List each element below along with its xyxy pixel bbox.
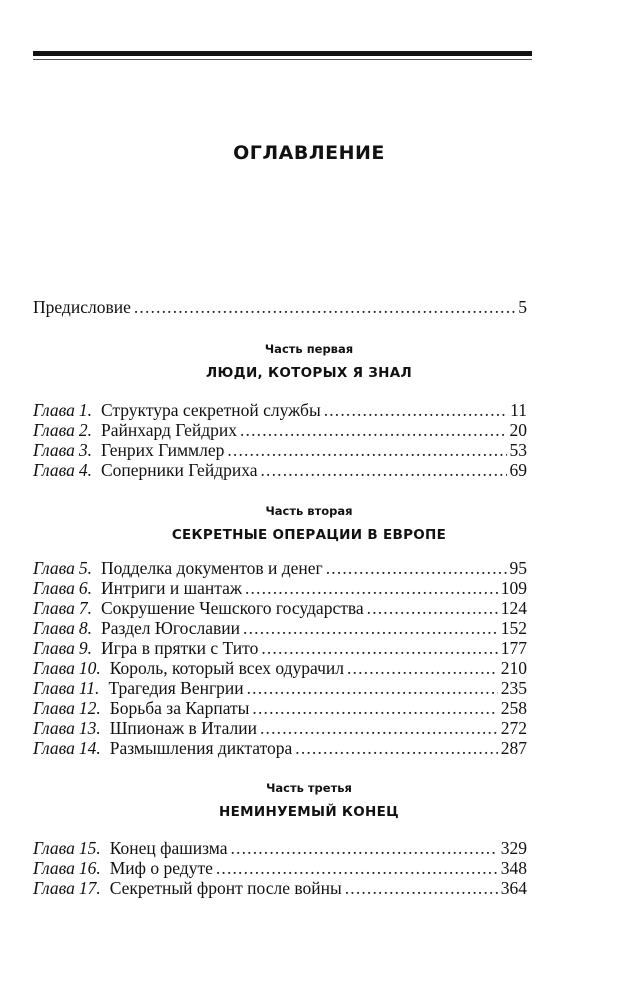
toc-chapter[interactable] [33,878,527,898]
toc-chapter[interactable] [33,658,527,678]
top-rule [33,51,532,56]
part-label: Часть третья [266,781,352,795]
toc-chapter[interactable] [33,618,527,638]
chapter-word: Глава [33,460,75,480]
chapter-word: Глава [33,420,75,440]
toc-leader-dots [326,558,507,578]
toc-leader-dots [240,420,507,440]
toc-leader-dots [243,618,498,638]
toc-chapter[interactable] [33,578,527,598]
toc-page: 258 [500,698,527,718]
part-title: ЛЮДИ, КОТОРЫХ Я ЗНАЛ [205,365,413,381]
chapter-word: Глава [33,638,75,658]
toc-leader-dots [231,838,498,858]
toc-title: Шпионаж в Италии [109,718,257,738]
toc-title: Предисловие [33,297,131,317]
toc-leader-dots [261,460,507,480]
toc-title: Борьба за Карпаты [109,698,250,718]
chapter-number: 11. [78,678,100,698]
chapter-number: 4. [78,460,92,480]
chapter-word: Глава [33,718,75,738]
toc-page: 5 [518,297,527,317]
toc-chapter[interactable] [33,738,527,758]
chapter-number: 14. [78,738,101,758]
chapter-word: Глава [33,698,75,718]
toc-title: Секретный фронт после войны [109,878,342,898]
toc-leader-dots [216,858,498,878]
toc-title: Подделка документов и денег [100,558,323,578]
toc-chapter[interactable] [33,718,527,738]
toc-page: 20 [509,420,527,440]
chapter-word: Глава [33,838,75,858]
toc-leader-dots [261,638,497,658]
chapter-number: 1. [78,400,92,420]
part-title: НЕМИНУЕМЫЙ КОНЕЦ [219,804,399,820]
chapter-word: Глава [33,598,75,618]
toc-title: Миф о редуте [109,858,213,878]
toc-preface[interactable] [33,297,527,317]
page-title: ОГЛАВЛЕНИЕ [233,142,385,164]
chapter-number: 13. [78,718,101,738]
chapter-word: Глава [33,878,75,898]
toc-page: 152 [500,618,527,638]
toc-title: Сокрушение Чешского государства [100,598,364,618]
chapter-word: Глава [33,558,75,578]
toc-leader-dots [345,878,498,898]
chapter-number: 2. [78,420,92,440]
chapter-number: 8. [78,618,92,638]
toc-title: Структура секретной службы [100,400,321,420]
chapter-number: 9. [78,638,92,658]
toc-leader-dots [347,658,498,678]
toc-leader-dots [247,678,498,698]
chapter-number: 5. [78,558,92,578]
toc-chapter[interactable] [33,400,527,420]
toc-leader-dots [134,297,515,317]
toc-page: 109 [500,578,527,598]
toc-chapter[interactable] [33,858,527,878]
chapter-number: 3. [78,440,92,460]
toc-leader-dots [245,578,498,598]
part-label: Часть вторая [265,504,353,518]
part-label: Часть первая [264,342,354,356]
chapter-number: 7. [78,598,92,618]
toc-chapter[interactable] [33,838,527,858]
chapter-number: 12. [78,698,101,718]
toc-chapter[interactable] [33,678,527,698]
chapter-word: Глава [33,578,75,598]
toc-chapter[interactable] [33,698,527,718]
toc-leader-dots [367,598,498,618]
toc-leader-dots [324,400,507,420]
toc-page: 177 [500,638,527,658]
chapter-word: Глава [33,738,75,758]
toc-leader-dots [295,738,497,758]
toc-page: 69 [509,460,527,480]
chapter-word: Глава [33,440,75,460]
chapter-word: Глава [33,678,75,698]
chapter-word: Глава [33,858,75,878]
toc-chapter[interactable] [33,420,527,440]
toc-title: Интриги и шантаж [100,578,242,598]
toc-chapter[interactable] [33,460,527,480]
toc-page: 11 [510,400,527,420]
toc-page: 53 [509,440,527,460]
toc-chapter[interactable] [33,558,527,578]
toc-chapter[interactable] [33,440,527,460]
toc-title: Раздел Югославии [100,618,241,638]
toc-title: Король, который всех одурачил [109,658,344,678]
top-rule-thin [33,59,532,60]
toc-chapter[interactable] [33,598,527,618]
toc-title: Конец фашизма [109,838,228,858]
toc-page: 95 [509,558,527,578]
toc-leader-dots [260,718,498,738]
chapter-word: Глава [33,658,75,678]
toc-page: 272 [500,718,527,738]
chapter-word: Глава [33,618,75,638]
part-title: СЕКРЕТНЫЕ ОПЕРАЦИИ В ЕВРОПЕ [171,527,447,543]
toc-page: 287 [500,738,527,758]
chapter-number: 16. [78,858,101,878]
chapter-word: Глава [33,400,75,420]
toc-chapter[interactable] [33,638,527,658]
toc-page: 235 [500,678,527,698]
chapter-number: 6. [78,578,92,598]
toc-title: Трагедия Венгрии [108,678,244,698]
toc-page: 210 [500,658,527,678]
toc-page: 348 [500,858,527,878]
toc-title: Размышления диктатора [109,738,293,758]
toc-page: 124 [500,598,527,618]
toc-page: 364 [500,878,527,898]
toc-title: Генрих Гиммлер [100,440,225,460]
chapter-number: 15. [78,838,101,858]
toc-page: 329 [500,838,527,858]
chapter-number: 10. [78,658,101,678]
toc-title: Соперники Гейдриха [100,460,258,480]
toc-leader-dots [252,698,497,718]
toc-title: Райнхард Гейдрих [100,420,237,440]
toc-title: Игра в прятки с Тито [100,638,259,658]
chapter-number: 17. [78,878,101,898]
toc-leader-dots [227,440,506,460]
